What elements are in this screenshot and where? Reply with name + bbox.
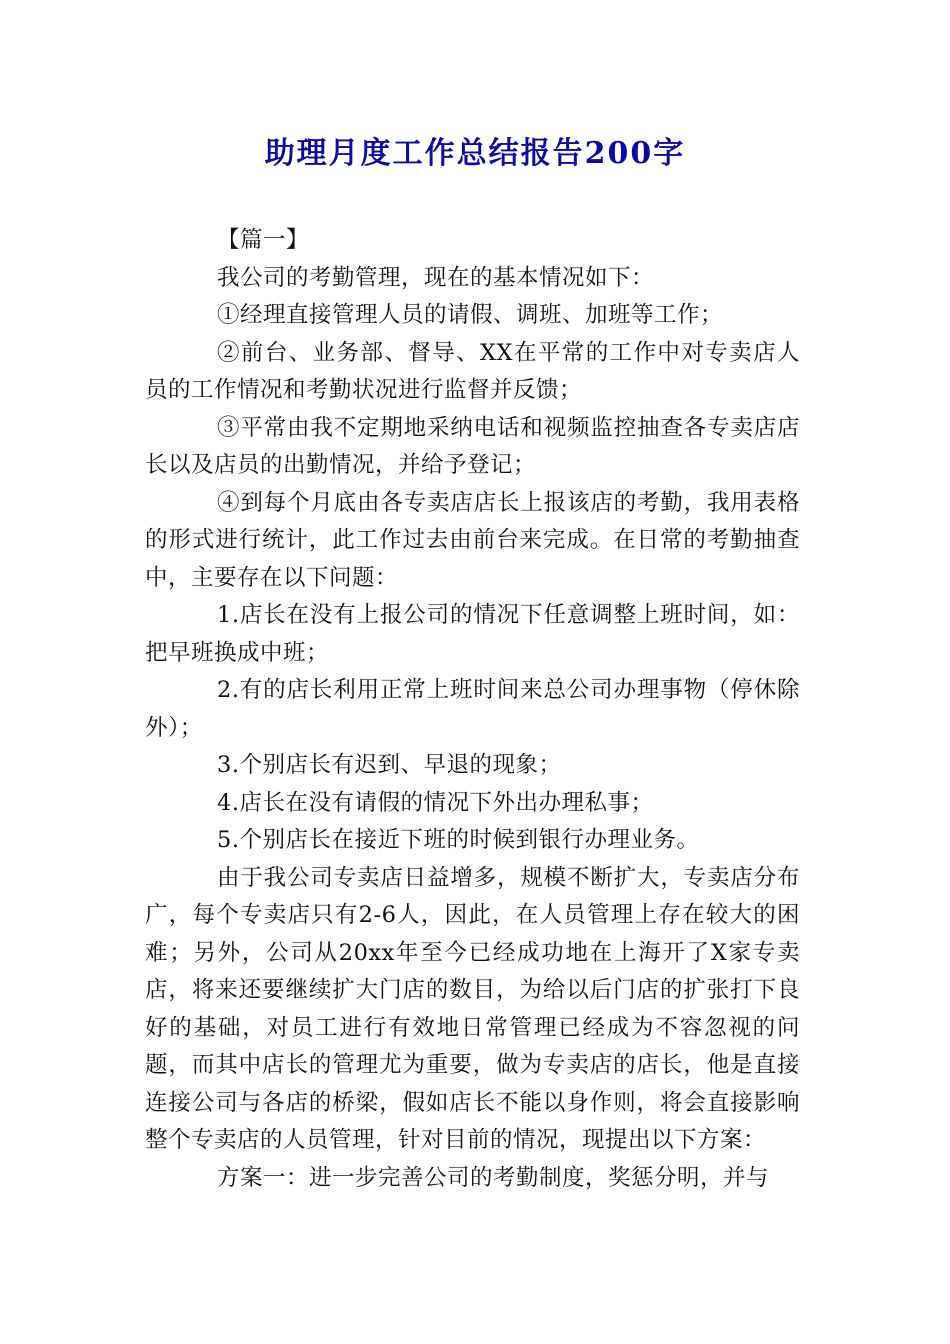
paragraph: 方案一：进一步完善公司的考勤制度，奖惩分明，并与 — [217, 1164, 770, 1191]
document-body — [145, 222, 800, 1197]
list-item: 4.店长在没有请假的情况下外出办理私事； — [217, 789, 654, 816]
paragraph: ③平常由我不定期地采纳电话和视频监控抽查各专卖店店长以及店员的出勤情况，并给予登记； — [145, 414, 800, 478]
list-item: 3.个别店长有迟到、早退的现象； — [217, 752, 562, 778]
paragraph: ②前台、业务部、督导、XX在平常的工作中对专卖店人员的工作情况和考勤状况进行监督并反馈； — [145, 339, 800, 403]
paragraph: 我公司的考勤管理，现在的基本情况如下： — [217, 264, 655, 291]
paragraph: ①经理直接管理人员的请假、调班、加班等工作； — [217, 302, 724, 328]
list-item: 2.有的店长利用正常上班时间来总公司办理事物（停休除外）； — [145, 677, 800, 741]
document-title: 助理月度工作总结报告200字 — [264, 136, 686, 171]
list-item: 1.店长在没有上报公司的情况下任意调整上班时间，如：把早班换成中班； — [145, 602, 800, 666]
list-item: 5.个别店长在接近下班的时候到银行办理业务。 — [217, 827, 700, 853]
section-label: 【篇一】 — [217, 227, 310, 253]
paragraph: ④到每个月底由各专卖店店长上报该店的考勤，我用表格的形式进行统计，此工作过去由前台来完成。在日常的考勤抽查中，主要存在以下问题： — [145, 489, 800, 591]
paragraph: 由于我公司专卖店日益增多，规模不断扩大，专卖店分布广，每个专卖店只有2-6人，因此，在人员管理上存在较大的困难；另外，公司从20xx年至今已经成功地在上海开了X家专卖店，将来还要继续扩大门店的数目，为给以后门店的扩张打下良好的基础，对员工进行有效地日常管理已经成为不容忽视的问题，而其中店长的管理尤为重要，做为专卖店的店长，他是直接连接公司与各店的桥梁，假如店长不能以身作则，将会直接影响整个专卖店的人员管理，针对目前的情况，现提出以下方案： — [145, 864, 800, 1153]
